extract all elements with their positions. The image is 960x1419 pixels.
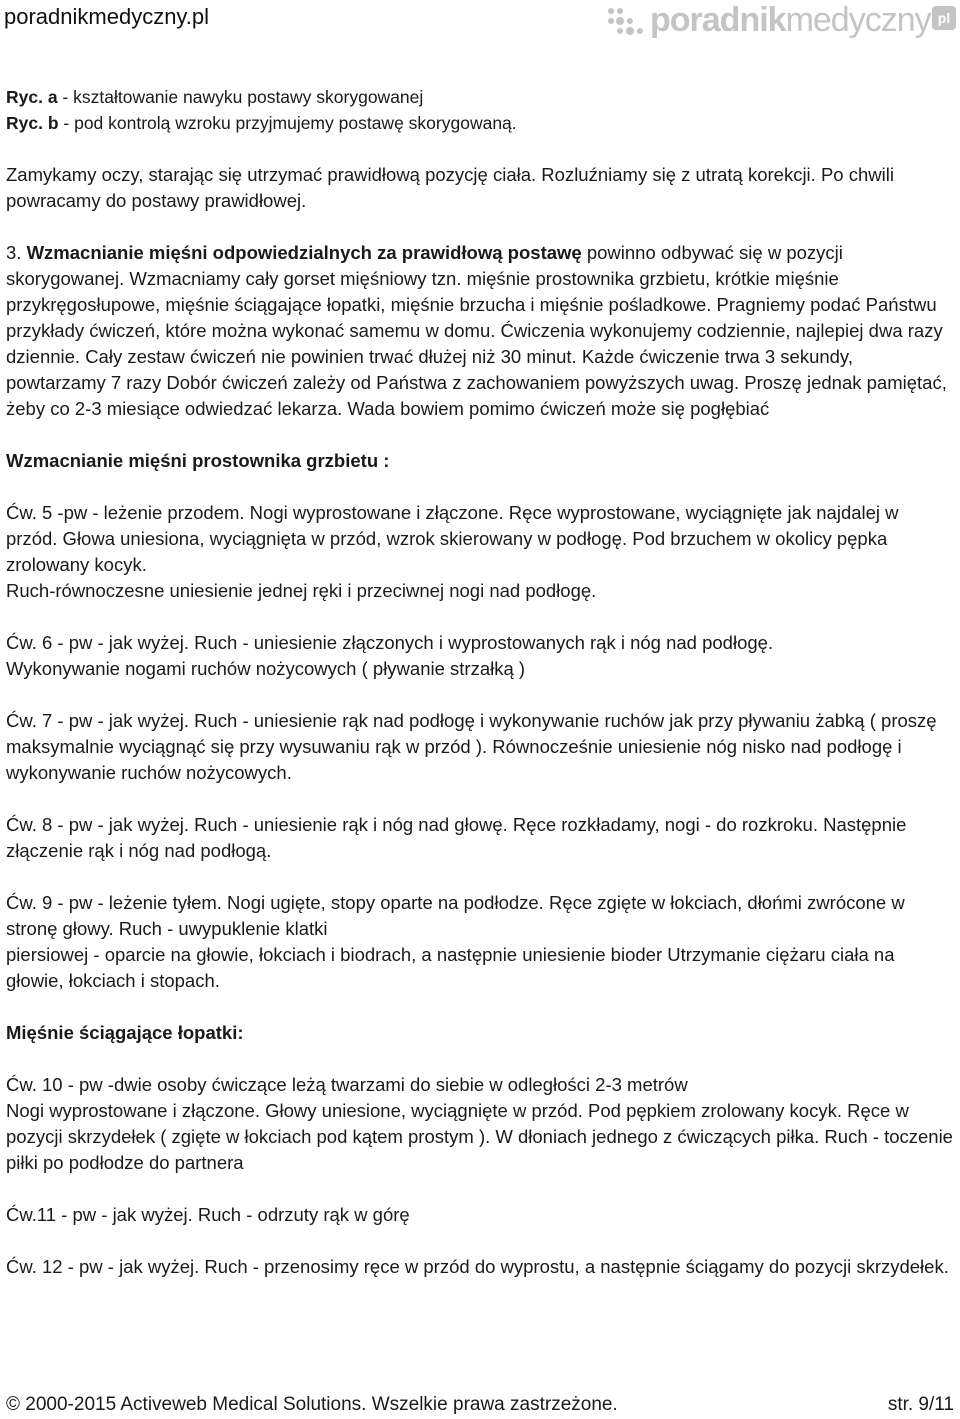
page-header [0,0,960,44]
exercise-5: Ćw. 5 -pw - leżenie przodem. Nogi wyprostowane i złączone. Ręce wyprostowane, wyciągnięte jak najdalej w przód. Głowa uniesiona, wyciągnięta w przód, wzrok skierowany w podłogę. Pod brzuchem w okolicy pępka zrolowany kocyk. [6,502,899,575]
exercise-5-movement: Ruch-równoczesne uniesienie jednej ręki i przeciwnej nogi nad podłogę. [6,580,597,601]
page-footer [6,1392,954,1418]
section-heading-erector: Wzmacnianie mięśni prostownika grzbietu : [6,450,390,471]
exercise-12: Ćw. 12 - pw - jak wyżej. Ruch - przenosimy ręce w przód do wyprostu, a następnie ściągamy do pozycji skrzydełek. [6,1256,949,1277]
paragraph-number: 3. [6,242,27,263]
article-body [6,84,954,1280]
logo-wordmark [650,1,931,39]
exercise-11: Ćw.11 - pw - jak wyżej. Ruch - odrzuty rąk w górę [6,1204,410,1225]
page-number: str. 9/11 [887,1394,954,1415]
dots-logo-icon [606,5,646,37]
section-heading-scapula: Mięśnie ściągające łopatki: [6,1022,244,1043]
exercise-8: Ćw. 8 - pw - jak wyżej. Ruch - uniesienie rąk i nóg nad głowę. Ręce rozkładamy, nogi - do rozkroku. Następnie złączenie rąk i nóg nad podłogą. [6,814,907,861]
exercise-9-continued: piersiowej - oparcie na głowie, łokciach i biodrach, a następnie uniesienie bioder Utrzymanie ciężaru ciała na głowie, łokciach i stopach. [6,944,895,991]
logo-badge: pl [932,6,956,30]
logo-text-bold: poradnik [650,1,786,39]
exercise-6-movement: Wykonywanie nogami ruchów nożycowych ( pływanie strzałką ) [6,658,526,679]
exercise-7: Ćw. 7 - pw - jak wyżej. Ruch - uniesienie rąk nad podłogę i wykonywanie ruchów jak przy pływaniu żabką ( proszę maksymalnie wyciągnąć się przy wysuwaniu rąk w przód ). Równocześnie uniesienie nóg nisko nad podłogę i wykonywanie ruchów nożycowych. [6,710,937,783]
paragraph-body: powinno odbywać się w pozycji skorygowanej. Wzmacniamy cały gorset mięśniowy tzn. mięśnie prostownika grzbietu, krótkie mięśnie przykręgosłupowe, mięśnie ściągające łopatki, mięśnie brzucha i mięśnie pośladkowe. Pragniemy podać Państwu przykłady ćwiczeń, które można wykonać samemu w domu. Ćwiczenia wykonujemy codziennie, najlepiej dwa razy dziennie. Cały zestaw ćwiczeń nie powinien trwać dłużej niż 30 minut. Każde ćwiczenie trwa 3 sekundy, powtarzamy 7 razy Dobór ćwiczeń zależy od Państwa z zachowaniem powyższych uwag. Proszę jednak pamiętać, żeby co 2-3 miesiące odwiedzać lekarza. Wada bowiem pomimo ćwiczeń może się pogłębiać [6,242,947,419]
caption-a-label: Ryc. a [6,87,58,107]
paragraph-strengthening [6,240,954,422]
copyright-notice: © 2000-2015 Activeweb Medical Solutions. Wszelkie prawa zastrzeżone. [6,1394,618,1415]
logo-text-light: medyczny [785,1,931,39]
caption-b-text: - pod kontrolą wzroku przyjmujemy postawę skorygowaną. [58,113,517,133]
site-name[interactable]: poradnikmedyczny.pl [4,4,210,29]
figure-caption-a [6,84,954,110]
exercise-6: Ćw. 6 - pw - jak wyżej. Ruch - uniesienie złączonych i wyprostowanych rąk i nóg nad podłogę. [6,632,774,653]
paragraph-bold-lead: Wzmacnianie mięśni odpowiedzialnych za prawidłową postawę [26,242,582,263]
exercise-10: Ćw. 10 - pw -dwie osoby ćwiczące leżą twarzami do siebie w odległości 2-3 metrów [6,1074,688,1095]
caption-a-text: - kształtowanie nawyku postawy skorygowanej [57,87,424,107]
exercise-9: Ćw. 9 - pw - leżenie tyłem. Nogi ugięte, stopy oparte na podłodze. Ręce zgięte w łokciach, dłońmi zwrócone w stronę głowy. Ruch - uwypuklenie klatki [6,892,905,939]
site-logo[interactable] [606,0,958,42]
exercise-10-details: Nogi wyprostowane i złączone. Głowy uniesione, wyciągnięte w przód. Pod pępkiem zrolowany kocyk. Ręce w pozycji skrzydełek ( zgięte w łokciach pod kątem prostym ). W dłoniach jednego z ćwiczących piłka. Ruch - toczenie piłki po podłodze do partnera [6,1100,953,1173]
caption-b-label: Ryc. b [6,113,59,133]
figure-caption-b [6,110,954,136]
paragraph-eyes-closed: Zamykamy oczy, starając się utrzymać prawidłową pozycję ciała. Rozluźniamy się z utratą korekcji. Po chwili powracamy do postawy prawidłowej. [6,164,894,211]
